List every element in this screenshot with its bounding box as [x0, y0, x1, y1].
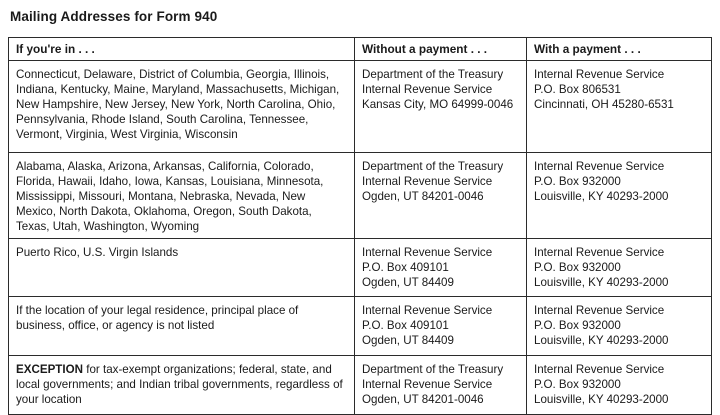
address-line: Louisville, KY 40293-2000: [534, 276, 669, 289]
address-line: Cincinnati, OH 45280-6531: [534, 98, 674, 111]
without-payment-cell: [355, 61, 527, 153]
address-line: P.O. Box 932000: [534, 319, 621, 332]
without-payment-cell: [355, 153, 527, 239]
location-cell: [9, 153, 355, 239]
address-line: P.O. Box 932000: [534, 261, 621, 274]
without-payment-cell: [355, 297, 527, 356]
address-line: Ogden, UT 84201-0046: [362, 190, 484, 203]
address-line: Internal Revenue Service: [534, 304, 665, 317]
with-payment-cell: [527, 297, 712, 356]
address-line: Internal Revenue Service: [534, 363, 665, 376]
address-line: Department of the Treasury: [362, 68, 504, 81]
location-cell: [9, 356, 355, 415]
mailing-address-table: [8, 37, 712, 415]
address-line: P.O. Box 932000: [534, 175, 621, 188]
header-without-payment: Without a payment . . .: [355, 38, 527, 61]
page-title: Mailing Addresses for Form 940: [10, 9, 218, 24]
address-line: Internal Revenue Service: [534, 246, 665, 259]
address-line: Louisville, KY 40293-2000: [534, 393, 669, 406]
address-line: P.O. Box 806531: [534, 83, 621, 96]
table-row: [9, 153, 712, 239]
table-row: [9, 61, 712, 153]
table-row: [9, 239, 712, 297]
table-row: [9, 356, 712, 415]
location-text: for tax-exempt organizations; federal, state, and local governments; and Indian tribal governments, regardless of your location: [16, 363, 343, 406]
with-payment-cell: [527, 356, 712, 415]
location-cell: [9, 297, 355, 356]
address-line: P.O. Box 932000: [534, 378, 621, 391]
table-row: [9, 297, 712, 356]
address-line: Internal Revenue Service: [362, 175, 493, 188]
location-text: If the location of your legal residence, principal place of business, office, or agency is not listed: [16, 304, 299, 332]
header-location: If you're in . . .: [9, 38, 355, 61]
address-line: Internal Revenue Service: [362, 83, 493, 96]
address-line: Louisville, KY 40293-2000: [534, 190, 669, 203]
address-line: Internal Revenue Service: [362, 246, 493, 259]
address-line: Ogden, UT 84409: [362, 334, 454, 347]
with-payment-cell: [527, 153, 712, 239]
address-line: Ogden, UT 84409: [362, 276, 454, 289]
address-line: Department of the Treasury: [362, 160, 504, 173]
address-line: Internal Revenue Service: [534, 68, 665, 81]
address-line: Kansas City, MO 64999-0046: [362, 98, 514, 111]
with-payment-cell: [527, 61, 712, 153]
address-line: Internal Revenue Service: [362, 378, 493, 391]
header-with-payment: With a payment . . .: [527, 38, 712, 61]
address-line: Internal Revenue Service: [362, 304, 493, 317]
with-payment-cell: [527, 239, 712, 297]
exception-label: EXCEPTION: [16, 363, 83, 376]
location-text: Alabama, Alaska, Arizona, Arkansas, California, Colorado, Florida, Hawaii, Idaho, Iowa, Kansas, Louisiana, Minnesota, Mississippi, Missouri, Montana, Nebraska, Nevada, New Mexico, North Dakota, Oklahoma, Oregon, South Dakota, Texas, Utah, Washington, Wyoming: [16, 160, 324, 233]
address-line: Internal Revenue Service: [534, 160, 665, 173]
address-line: Department of the Treasury: [362, 363, 504, 376]
address-line: Ogden, UT 84201-0046: [362, 393, 484, 406]
location-cell: [9, 61, 355, 153]
address-line: P.O. Box 409101: [362, 319, 449, 332]
without-payment-cell: [355, 239, 527, 297]
address-line: Louisville, KY 40293-2000: [534, 334, 669, 347]
location-text: Puerto Rico, U.S. Virgin Islands: [16, 246, 179, 259]
location-text: Connecticut, Delaware, District of Columbia, Georgia, Illinois, Indiana, Kentucky, Maine, Maryland, Massachusetts, Michigan, New Hampshire, New Jersey, New York, North Carolina, Ohio, Pennsylvania, Rhode Island, South Carolina, Tennessee, Vermont, Virginia, West Virginia, Wisconsin: [16, 68, 340, 141]
location-cell: [9, 239, 355, 297]
without-payment-cell: [355, 356, 527, 415]
address-line: P.O. Box 409101: [362, 261, 449, 274]
table-header-row: [9, 38, 712, 61]
